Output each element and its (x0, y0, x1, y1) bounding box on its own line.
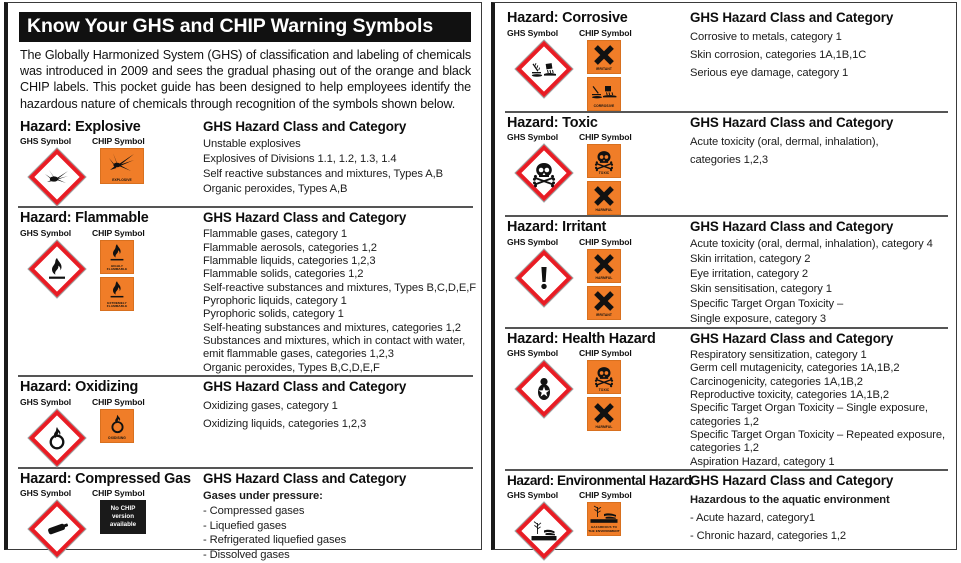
chip-explosive-chip: EXPLOSIVE (100, 148, 144, 184)
chip-pictogram-slot (94, 409, 184, 443)
class-category-heading: GHS Hazard Class and Category (690, 330, 894, 346)
hazard-class-column (198, 210, 476, 375)
chip-pictogram-slot (581, 144, 671, 215)
hazard-category-item: - Compressed gases (203, 504, 305, 517)
intro-paragraph: The Globally Harmonized System (GHS) of classification and labeling of chemicals was introduced in 2009 and sees the gradual phasing out of the orange and black CHIP labels. This pocket guide has been designed to help employees identify the hazardous nature of chemicals through recognition of the symbols shown below. (20, 48, 471, 111)
hazard-category-item: Specific Target Organ Toxicity – Single exposure, (690, 402, 928, 415)
chip-symbol-label: CHIP Symbol (579, 489, 632, 500)
symbol-row (20, 148, 198, 206)
chip-symbol-label: CHIP Symbol (92, 396, 145, 407)
hazard-title: Hazard: Corrosive (507, 10, 628, 26)
ghs-pictogram-slot (20, 500, 94, 558)
exclamation-mark-icon (515, 249, 573, 307)
hazard-category-item: Oxidizing liquids, categories 1,2,3 (203, 418, 367, 431)
ghs-pictogram-slot (507, 144, 581, 202)
class-category-heading: GHS Hazard Class and Category (690, 219, 894, 235)
hazard-category-item: Specific Target Organ Toxicity – (690, 298, 844, 311)
chip-symbol-label: CHIP Symbol (579, 132, 632, 143)
hazard-category-item: - Liquefied gases (203, 519, 287, 532)
ghs-pictogram (28, 500, 86, 558)
class-category-heading: GHS Hazard Class and Category (690, 10, 894, 25)
chip-irritant-icon (588, 288, 620, 314)
right-hazard-list (505, 8, 948, 560)
hazard-symbols-column (18, 119, 198, 207)
hazard-title: Hazard: Health Hazard (507, 330, 656, 347)
symbol-row (507, 40, 685, 111)
hazard-title: Hazard: Environmental Hazard (507, 472, 692, 488)
chip-pictogram-slot (581, 502, 671, 536)
symbol-column-headers (20, 136, 198, 146)
hazard-category-item: Explosives of Divisions 1.1, 1.2, 1.3, 1.4 (203, 152, 397, 165)
hazard-category-item: Serious eye damage, category 1 (690, 67, 849, 80)
page-title: Know Your GHS and CHIP Warning Symbols (19, 12, 471, 42)
hazard-category-item: Self-reactive substances and mixtures, Types B,C,D,E,F (203, 281, 476, 294)
hazard-title: Hazard: Flammable (20, 210, 149, 227)
chip-environment-icon (588, 504, 620, 527)
hazard-category-item: Respiratory sensitization, category 1 (690, 349, 867, 361)
exploding-bomb-icon (28, 148, 86, 206)
hazard-category-list (690, 133, 948, 169)
hazard-section-hazard-oxidizing (18, 375, 473, 467)
symbol-column-headers (507, 237, 685, 247)
chip-pictogram-slot (581, 40, 671, 111)
hazard-category-list (203, 137, 473, 197)
ghs-symbol-label: GHS Symbol (507, 348, 559, 359)
hazard-class-column (198, 379, 473, 467)
ghs-pictogram (515, 144, 573, 202)
ghs-pictogram-slot (20, 240, 94, 298)
hazard-category-list (690, 237, 948, 327)
symbol-column-headers (507, 28, 685, 38)
symbol-row (507, 360, 685, 431)
hazard-title: Hazard: Compressed Gas (20, 470, 191, 487)
symbol-column-headers (20, 228, 198, 238)
flame-over-circle-icon (28, 409, 86, 467)
hazard-category-item: Specific Target Organ Toxicity – Repeated exposure, (690, 428, 946, 441)
hazard-category-item: - Acute hazard, category1 (690, 512, 815, 525)
hazard-category-item: Skin irritation, category 2 (690, 253, 811, 266)
hazard-category-item: Pyrophoric liquids, category 1 (203, 295, 347, 308)
environment-icon (515, 502, 573, 560)
ghs-symbol-label: GHS Symbol (507, 236, 559, 247)
ghs-symbol-label: GHS Symbol (20, 227, 72, 238)
hazard-category-item: Reproductive toxicity, categories 1A,1B,2 (690, 388, 890, 401)
class-category-heading: GHS Hazard Class and Category (690, 114, 894, 130)
ghs-symbol-label: GHS Symbol (507, 27, 559, 38)
ghs-pictogram (515, 249, 573, 307)
hazard-symbols-column (505, 472, 692, 560)
chip-explosive-icon (101, 150, 143, 178)
symbol-row (20, 409, 198, 467)
ghs-pictogram-slot (20, 409, 94, 467)
chip-corrosive-chip: CORROSIVE (587, 77, 621, 111)
chip-harmful-chip: HARMFUL (587, 397, 621, 431)
hazard-section-hazard-compressed-gas (18, 467, 473, 563)
chip-pictogram-slot (581, 249, 671, 320)
chip-symbol-label: CHIP Symbol (579, 27, 632, 38)
hazard-section-hazard-flammable (18, 206, 476, 375)
hazard-category-item: categories 1,2,3 (690, 153, 769, 166)
chip-harmful-chip: HARMFUL (587, 249, 621, 283)
class-category-heading: GHS Hazard Class and Category (203, 470, 407, 486)
symbol-column-headers (20, 397, 198, 407)
chip-irritant-chip: IRRITANT (587, 40, 621, 74)
hazard-category-item: emit flammable gases, categories 1,2,3 (203, 348, 394, 361)
hazard-category-item: Aspiration Hazard, category 1 (690, 455, 835, 468)
hazard-category-item: Germ cell mutagenicity, categories 1A,1B,2 (690, 362, 900, 375)
hazard-category-item: Flammable aerosols, categories 1,2 (203, 241, 377, 254)
chip-symbol-label: CHIP Symbol (92, 488, 145, 499)
hazard-title: Hazard: Toxic (507, 114, 598, 131)
gas-cylinder-icon (28, 500, 86, 558)
class-category-heading: GHS Hazard Class and Category (203, 118, 407, 134)
corrosion-icon (515, 40, 573, 98)
hazard-class-column (685, 331, 948, 469)
chip-pictogram-slot (581, 360, 671, 431)
hazard-category-item: Oxidizing gases, category 1 (203, 400, 338, 413)
ghs-pictogram (28, 240, 86, 298)
ghs-pictogram-slot (507, 249, 581, 307)
no-chip-version-box: No CHIP version available (100, 500, 146, 534)
hazard-section-hazard-explosive (18, 117, 473, 207)
hazard-category-item: categories 1,2 (690, 442, 759, 455)
chip-oxidising-icon (101, 411, 133, 437)
ghs-symbol-label: GHS Symbol (20, 488, 72, 499)
hazard-symbols-column (18, 379, 198, 467)
hazard-category-item: Self reactive substances and mixtures, Types A,B (203, 167, 443, 180)
symbol-column-headers (507, 490, 685, 500)
ghs-pictogram (515, 40, 573, 98)
right-panel (491, 2, 957, 550)
class-category-heading: GHS Hazard Class and Category (203, 378, 407, 394)
symbol-row (20, 240, 198, 311)
chip-corrosive-icon (588, 79, 620, 105)
hazard-symbols-column (505, 331, 685, 469)
ghs-pictogram (515, 502, 573, 560)
hazard-category-list (690, 349, 948, 469)
hazard-category-item: Skin sensitisation, category 1 (690, 283, 832, 296)
hazard-category-item: Unstable explosives (203, 137, 301, 150)
chip-oxidising-chip: OXIDISING (100, 409, 134, 443)
ghs-symbol-label: GHS Symbol (20, 396, 72, 407)
hazard-category-list (203, 228, 476, 375)
hazard-category-item: Eye irritation, category 2 (690, 268, 809, 281)
hazard-category-item: Organic peroxides, Types B,C,D,E,F (203, 361, 380, 374)
hazard-category-item: Flammable solids, categories 1,2 (203, 268, 364, 281)
hazard-category-item: Acute toxicity (oral, dermal, inhalation), (690, 135, 879, 148)
ghs-pictogram (515, 360, 573, 418)
chip-toxic-chip: TOXIC (587, 360, 621, 394)
hazard-class-column (198, 471, 473, 563)
chip-irritant-chip: IRRITANT (587, 286, 621, 320)
ghs-symbol-label: GHS Symbol (507, 132, 559, 143)
chip-harmful-icon (588, 399, 620, 425)
hazard-category-item: Flammable gases, category 1 (203, 228, 348, 241)
hazard-section-hazard-environmental-hazard (505, 469, 948, 560)
hazard-title: Hazard: Explosive (20, 118, 141, 135)
hazard-category-item: - Refrigerated liquefied gases (203, 534, 347, 547)
hazard-category-list (203, 397, 473, 433)
hazard-category-item: - Dissolved gases (203, 549, 290, 562)
symbol-row (507, 502, 685, 560)
hazard-section-hazard-irritant (505, 215, 948, 327)
chip-toxic-icon (588, 146, 620, 172)
chip-symbol-label: CHIP Symbol (92, 136, 145, 147)
ghs-pictogram (28, 148, 86, 206)
hazard-class-column (198, 119, 473, 207)
left-hazard-list (18, 117, 476, 563)
hazard-category-item: Corrosive to metals, category 1 (690, 31, 842, 44)
hazard-category-item: Flammable liquids, categories 1,2,3 (203, 255, 376, 268)
hazard-category-item: - Chronic hazard, categories 1,2 (690, 530, 846, 543)
hazard-category-item: Carcinogenicity, categories 1A,1B,2 (690, 375, 863, 388)
chip-highly-flammable-chip: HIGHLY FLAMMABLE (100, 240, 134, 274)
ghs-pictogram-slot (507, 502, 581, 560)
chip-pictogram-slot (94, 148, 184, 184)
chip-extremely-flammable-chip: EXTREMELY FLAMMABLE (100, 277, 134, 311)
hazard-category-item: Hazardous to the aquatic environment (690, 494, 890, 507)
hazard-symbols-column (505, 10, 685, 111)
chip-pictogram-slot (94, 240, 184, 311)
symbol-row (507, 144, 685, 215)
hazard-category-item: categories 1,2 (690, 415, 759, 428)
hazard-symbols-column (18, 210, 198, 375)
hazard-class-column (685, 219, 948, 327)
hazard-category-item: Self-heating substances and mixtures, categories 1,2 (203, 321, 461, 334)
symbol-column-headers (507, 132, 685, 142)
ghs-pictogram-slot (507, 40, 581, 98)
left-panel (4, 2, 482, 562)
hazard-category-item: Pyrophoric solids, category 1 (203, 308, 344, 321)
hazard-category-item: Organic peroxides, Types A,B (203, 182, 348, 195)
ghs-symbol-label: GHS Symbol (507, 489, 559, 500)
chip-toxic-chip: TOXIC (587, 144, 621, 178)
chip-harmful-chip: HARMFUL (587, 181, 621, 215)
chip-symbol-label: CHIP Symbol (92, 227, 145, 238)
hazard-class-column (685, 115, 948, 216)
chip-environment-chip: HAZARDOUS TO THE ENVIRONMENT (587, 502, 621, 536)
hazard-symbols-column (18, 471, 198, 563)
chip-harmful-icon (588, 251, 620, 277)
class-category-heading: GHS Hazard Class and Category (203, 210, 407, 226)
hazard-class-column (685, 10, 948, 111)
hazard-category-item: Gases under pressure: (203, 489, 323, 502)
hazard-title: Hazard: Oxidizing (20, 378, 139, 395)
chip-highly-flammable-icon (101, 242, 133, 265)
hazard-category-list (203, 489, 473, 563)
hazard-section-hazard-toxic (505, 111, 948, 216)
hazard-category-item: Single exposure, category 3 (690, 312, 826, 325)
hazard-symbols-column (505, 219, 685, 327)
ghs-pictogram (28, 409, 86, 467)
chip-irritant-icon (588, 42, 620, 68)
ghs-pictogram-slot (20, 148, 94, 206)
hazard-title: Hazard: Irritant (507, 219, 607, 236)
symbol-row (507, 249, 685, 320)
chip-symbol-label: CHIP Symbol (579, 348, 632, 359)
health-hazard-icon (515, 360, 573, 418)
chip-extremely-flammable-icon (101, 279, 133, 302)
hazard-section-hazard-health-hazard (505, 327, 948, 469)
hazard-category-item: Substances and mixtures, which in contact with water, (203, 335, 466, 347)
hazard-class-column (685, 473, 948, 560)
hazard-section-hazard-corrosive (505, 8, 948, 111)
chip-pictogram-slot (94, 500, 184, 534)
ghs-pictogram-slot (507, 360, 581, 418)
chip-harmful-icon (588, 183, 620, 209)
hazard-category-list (690, 28, 948, 82)
skull-and-crossbones-icon (515, 144, 573, 202)
ghs-symbol-label: GHS Symbol (20, 136, 72, 147)
hazard-symbols-column (505, 115, 685, 216)
symbol-row (20, 500, 198, 558)
symbol-column-headers (20, 488, 198, 498)
symbol-column-headers (507, 348, 685, 358)
chip-symbol-label: CHIP Symbol (579, 236, 632, 247)
hazard-category-item: Acute toxicity (oral, dermal, inhalation), category 4 (690, 238, 933, 251)
hazard-category-list (690, 491, 948, 545)
class-category-heading: GHS Hazard Class and Category (690, 472, 894, 488)
hazard-category-item: Skin corrosion, categories 1A,1B,1C (690, 49, 867, 62)
chip-toxic-icon (588, 362, 620, 388)
flame-icon (28, 240, 86, 298)
